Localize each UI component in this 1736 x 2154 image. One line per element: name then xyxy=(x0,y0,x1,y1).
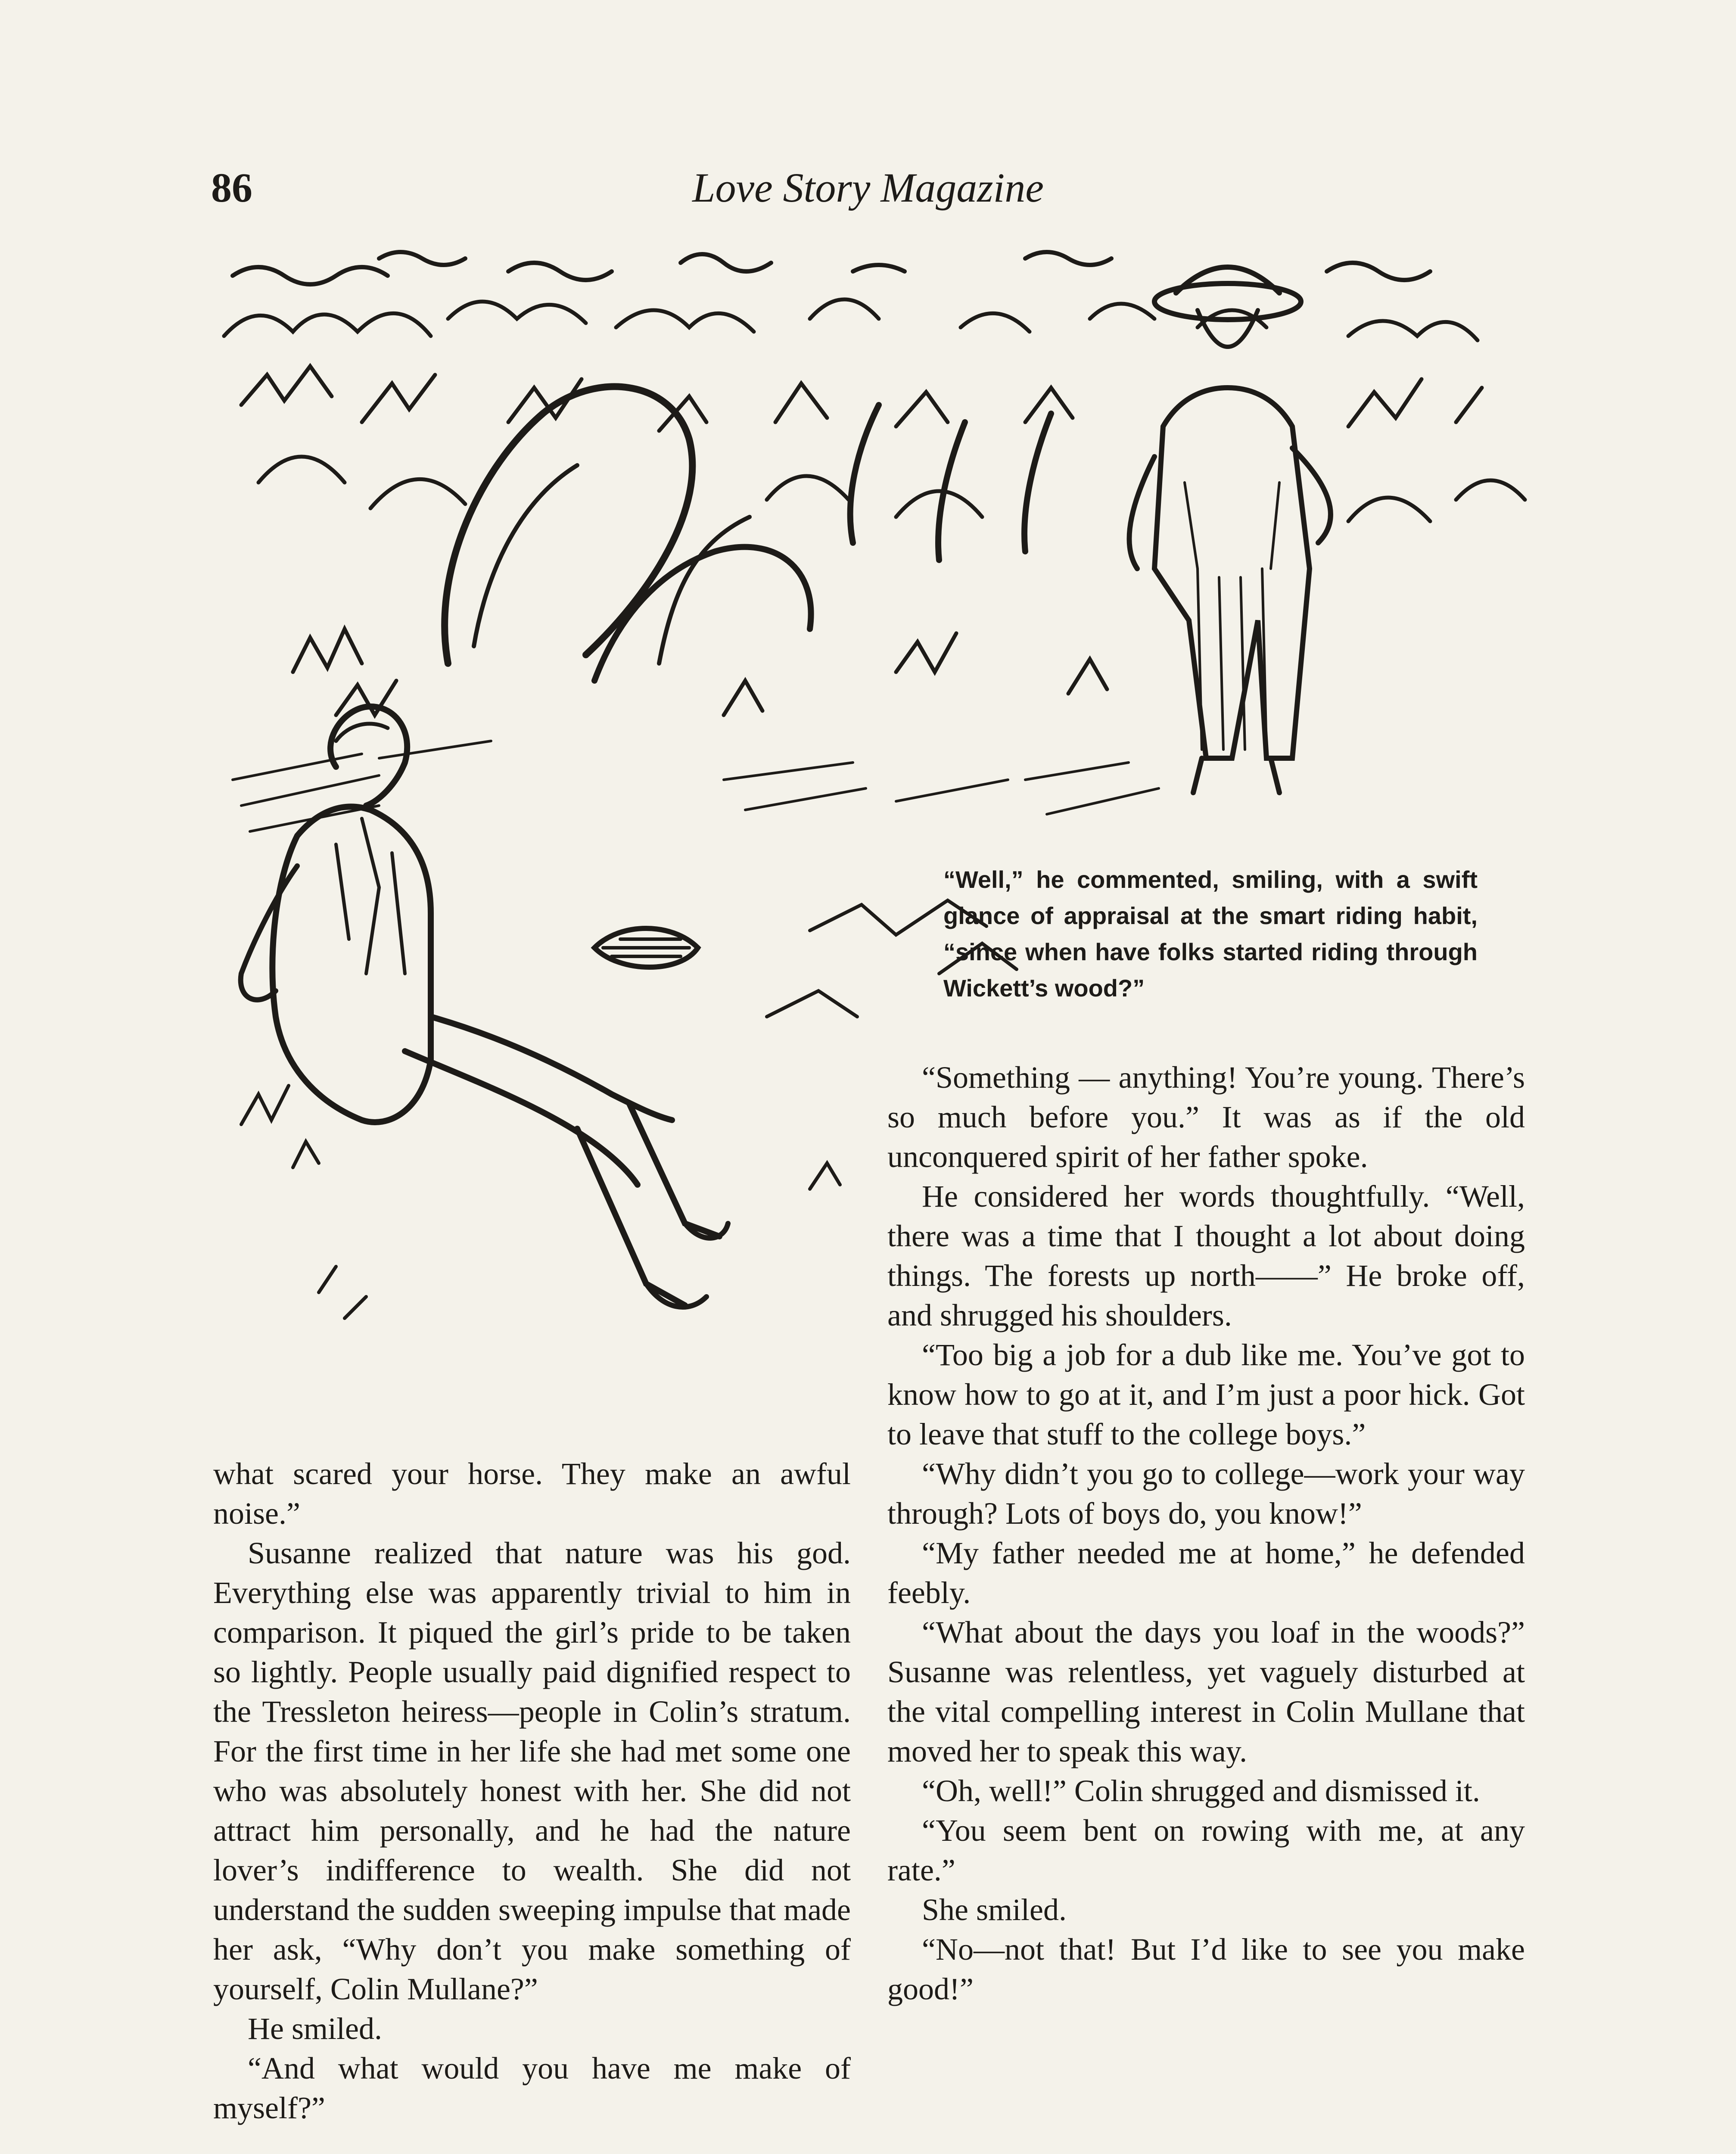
magazine-title: Love Story Magazine xyxy=(692,165,1044,211)
paragraph: “Oh, well!” Colin shrugged and dismissed it. xyxy=(922,1774,1480,1808)
paragraph: “Why didn’t you go to college—work your way through? Lots of boys do, you know!” xyxy=(887,1457,1525,1531)
paragraph: She smiled. xyxy=(922,1893,1067,1927)
paragraph: “And what would you have me make of myself?” xyxy=(213,2051,851,2125)
paragraph: “No—not that! But I’d like to see you make good!” xyxy=(887,1932,1525,2006)
paragraph: “You seem bent on rowing with me, at any rate.” xyxy=(887,1813,1525,1887)
text-column-left xyxy=(213,1454,851,2128)
paragraph: “Something — anything! You’re young. There’s so much before you.” It was as if the old unconquered spirit of her father spoke. xyxy=(887,1060,1525,1174)
paragraph: “What about the days you loaf in the woods?” Susanne was relentless, yet vaguely disturbed at the vital compelling interest in Colin Mullane that moved her to speak this way. xyxy=(887,1615,1525,1768)
paragraph: He smiled. xyxy=(248,2011,382,2046)
paragraph: “Too big a job for a dub like me. You’ve got to know how to go at it, and I’m just a poor hick. Got to leave that stuff to the college boys.” xyxy=(887,1338,1525,1451)
page-number: 86 xyxy=(211,165,252,211)
paragraph: what scared your horse. They make an awful noise.” xyxy=(213,1457,851,1531)
paragraph: Susanne realized that nature was his god. Everything else was apparently trivial to him in comparison. It piqued the girl’s pride to be taken so lightly. People usually paid dignified respect to the Tressleton heiress—people in Colin’s stratum. For the first time in her life she had met some one who was absolutely honest with her. She did not attract him personally, and he had the nature lover’s indifference to wealth. She did not understand the sudden sweeping impulse that made her ask, “Why don’t you make something of yourself, Colin Mullane?” xyxy=(213,1536,851,2006)
page-header xyxy=(211,164,1525,228)
paragraph: “My father needed me at home,” he defended feebly. xyxy=(887,1536,1525,1610)
illustration-caption: “Well,” he commented, smiling, with a swift glance of appraisal at the smart riding habit, “since when have folks started riding through Wickett’s wood?” xyxy=(943,866,1478,1002)
text-column-right xyxy=(887,1058,1525,2009)
paragraph: He considered her words thoughtfully. “Well, there was a time that I thought a lot about doing things. The forests up north——” He broke off, and shrugged his shoulders. xyxy=(887,1179,1525,1332)
